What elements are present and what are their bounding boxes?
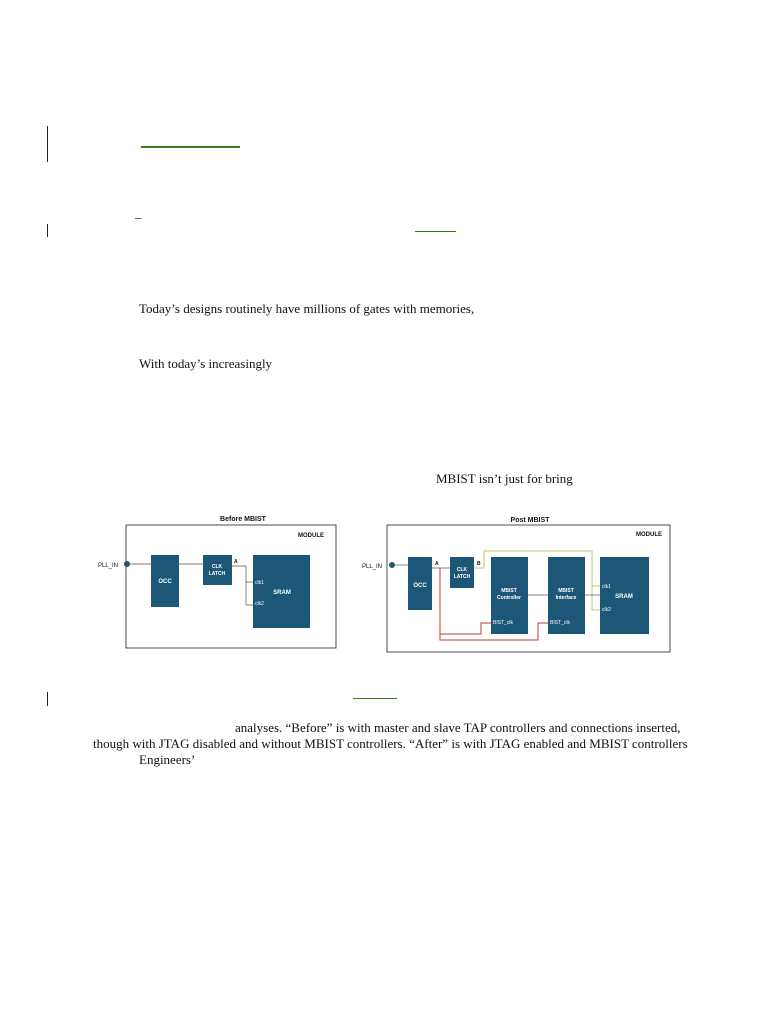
post-mbist-controller-label2: Controller bbox=[497, 595, 521, 601]
before-mbist-diagram bbox=[98, 516, 336, 648]
post-node-a: A bbox=[435, 561, 439, 567]
change-bar bbox=[47, 126, 48, 162]
post-mbist-interface-label1: MBIST bbox=[558, 588, 574, 594]
paragraph-text: Today’s designs routinely have millions of gates with memories, bbox=[139, 301, 475, 316]
post-clk1-label: clk1 bbox=[602, 584, 611, 590]
underscore-mark: _ bbox=[135, 205, 142, 220]
paragraph-text: though with JTAG disabled and without MBIST controllers. “After” is with JTAG enabled and MBIST controllers bbox=[93, 736, 688, 751]
before-clk-latch-label1: CLK bbox=[211, 564, 223, 570]
post-clk-latch-label2: LATCH bbox=[453, 574, 471, 580]
before-occ-label: OCC bbox=[158, 579, 172, 585]
post-occ-label: OCC bbox=[413, 583, 427, 589]
link-underline[interactable] bbox=[415, 231, 456, 232]
before-sram-label: SRAM bbox=[273, 590, 291, 596]
post-module-label: MODULE bbox=[636, 532, 662, 538]
post-mbist-interface-label2: Interface bbox=[555, 595, 577, 601]
before-clk2-label: clk2 bbox=[255, 601, 264, 607]
post-bist-clk-label-1: BIST_clk bbox=[493, 620, 514, 626]
before-node-a: A bbox=[234, 559, 238, 565]
post-node-b: B bbox=[477, 561, 481, 567]
before-module-label: MODULE bbox=[298, 533, 324, 539]
post-title: Post MBIST bbox=[510, 517, 550, 524]
post-clk-latch-label1: CLK bbox=[456, 567, 468, 573]
paragraph-text: Engineers’ bbox=[139, 752, 196, 767]
paragraph-text: analyses. “Before” is with master and slave TAP controllers and connections inserted, bbox=[235, 720, 681, 735]
before-clk-latch-block bbox=[203, 555, 232, 585]
post-mbist-controller-label1: MBIST bbox=[501, 588, 517, 594]
link-underline[interactable] bbox=[353, 698, 397, 699]
link-underline[interactable] bbox=[141, 146, 240, 148]
post-clk2-label: clk2 bbox=[602, 607, 611, 613]
mbist-figure bbox=[90, 508, 680, 658]
post-input-port bbox=[389, 562, 395, 568]
before-title: Before MBIST bbox=[220, 516, 266, 523]
post-mbist-diagram bbox=[362, 517, 670, 652]
before-input-port bbox=[124, 561, 130, 567]
change-bar bbox=[47, 692, 48, 706]
before-input-label: PLL_IN bbox=[98, 563, 119, 569]
post-bist-clk-label-2: BIST_clk bbox=[550, 620, 571, 626]
post-input-label: PLL_IN bbox=[362, 564, 383, 570]
paragraph-text: MBIST isn’t just for bring bbox=[436, 471, 573, 486]
post-sram-label: SRAM bbox=[615, 594, 633, 600]
before-clk1-label: clk1 bbox=[255, 580, 264, 586]
change-bar bbox=[47, 224, 48, 237]
before-clk-latch-label2: LATCH bbox=[208, 571, 226, 577]
paragraph-text: With today’s increasingly bbox=[139, 356, 273, 371]
